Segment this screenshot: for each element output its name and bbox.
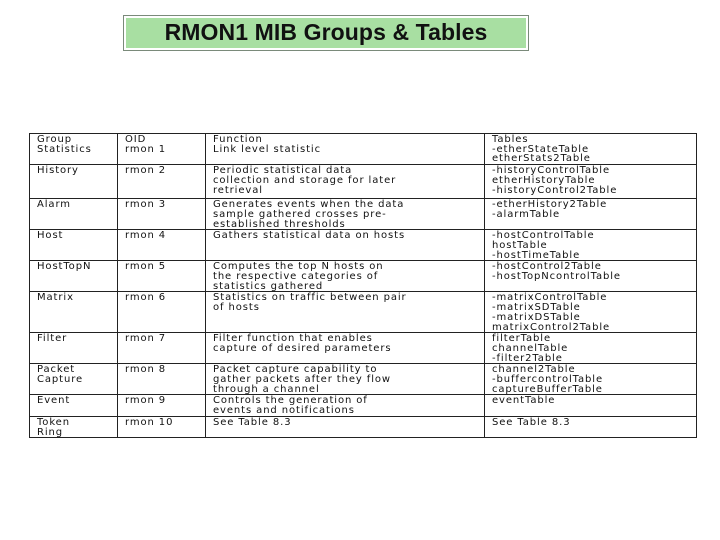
cell-function: [206, 230, 485, 261]
cell-group: [30, 230, 118, 261]
table-body: [30, 134, 697, 438]
tables-line: -matrixSDTable: [492, 302, 581, 314]
function-line: Statistics on traffic between pair: [213, 292, 407, 304]
table-row: [30, 333, 697, 364]
cell-function: [206, 261, 485, 292]
cell-group: [30, 199, 118, 230]
cell-group: [30, 416, 118, 437]
table-row: [30, 364, 697, 395]
function-line: Packet capture capability to: [213, 364, 378, 376]
cell-oid: [118, 292, 206, 333]
tables-line: -alarmTable: [492, 208, 561, 220]
tables-line: -buffercontrolTable: [492, 374, 604, 386]
slide-title: RMON1 MIB Groups & Tables: [164, 18, 488, 45]
tables-line: filterTable: [492, 333, 552, 345]
tables-line: captureBufferTable: [492, 383, 603, 395]
cell-function: [206, 292, 485, 333]
group-line: Alarm: [37, 199, 71, 211]
cell-tables: [485, 230, 697, 261]
tables-line: -hostTimeTable: [492, 249, 581, 261]
cell-function: [206, 416, 485, 437]
slide-title-box: [123, 15, 529, 51]
function-line: Computes the top N hosts on: [213, 261, 384, 273]
tables-line: -etherStateTable: [492, 143, 590, 155]
oid-line: rmon 5: [125, 261, 167, 273]
cell-group: [30, 364, 118, 395]
cell-function: [206, 165, 485, 199]
cell-tables: [485, 134, 697, 165]
tables-line: eventTable: [492, 395, 556, 407]
table-row: [30, 395, 697, 416]
table-row: [30, 199, 697, 230]
tables-line: See Table 8.3: [492, 416, 571, 428]
group-line: Group: [37, 134, 72, 145]
group-line: Event: [37, 395, 71, 407]
cell-oid: [118, 199, 206, 230]
cell-group: [30, 165, 118, 199]
cell-oid: [118, 416, 206, 437]
cell-tables: [485, 261, 697, 292]
group-line: Matrix: [37, 292, 74, 304]
cell-oid: [118, 333, 206, 364]
cell-group: [30, 292, 118, 333]
tables-line: channelTable: [492, 342, 569, 354]
cell-oid: [118, 134, 206, 165]
tables-line: -historyControl2Table: [492, 184, 618, 196]
function-line: Filter function that enables: [213, 333, 373, 345]
function-line: Link level statistic: [213, 143, 321, 155]
group-line: Host: [37, 230, 64, 242]
function-line: Generates events when the data: [213, 199, 405, 211]
tables-line: hostTable: [492, 239, 548, 251]
group-line: Filter: [37, 333, 68, 345]
group-line: HostTopN: [37, 261, 92, 273]
function-line: Gathers statistical data on hosts: [213, 230, 406, 242]
function-line: gather packets after they flow: [213, 374, 391, 386]
oid-line: rmon 6: [125, 292, 167, 304]
function-line: of hosts: [213, 302, 260, 314]
tables-line: -matrixDSTable: [492, 311, 581, 323]
oid-line: rmon 2: [125, 165, 167, 177]
tables-line: channel2Table: [492, 364, 576, 376]
tables-line: -hostControlTable: [492, 230, 595, 242]
oid-line: rmon 4: [125, 230, 167, 242]
function-line: events and notifications: [213, 405, 355, 417]
function-line: through a channel: [213, 383, 320, 395]
cell-oid: [118, 364, 206, 395]
oid-line: rmon 9: [125, 395, 167, 407]
cell-function: [206, 364, 485, 395]
cell-tables: [485, 292, 697, 333]
oid-line: rmon 7: [125, 333, 167, 345]
function-line: Function: [213, 134, 263, 145]
oid-line: rmon 3: [125, 199, 167, 211]
group-line: Ring: [37, 426, 64, 438]
table-row: [30, 165, 697, 199]
oid-line: OID: [125, 134, 147, 145]
tables-line: -matrixControlTable: [492, 292, 608, 304]
function-line: Controls the generation of: [213, 395, 368, 407]
cell-oid: [118, 395, 206, 416]
table-row: [30, 292, 697, 333]
cell-group: [30, 134, 118, 165]
table-row: [30, 134, 697, 165]
function-line: See Table 8.3: [213, 416, 292, 428]
function-line: the respective categories of: [213, 271, 379, 283]
tables-line: matrixControl2Table: [492, 321, 611, 333]
cell-tables: [485, 165, 697, 199]
function-line: established thresholds: [213, 218, 346, 230]
table-row: [30, 261, 697, 292]
group-line: Statistics: [37, 143, 92, 155]
tables-line: -etherHistory2Table: [492, 199, 608, 211]
cell-tables: [485, 395, 697, 416]
tables-line: etherHistoryTable: [492, 174, 596, 186]
rmon-groups-table: [29, 133, 697, 438]
cell-group: [30, 261, 118, 292]
cell-group: [30, 333, 118, 364]
function-line: capture of desired parameters: [213, 342, 392, 354]
group-line: Packet: [37, 364, 76, 376]
cell-tables: [485, 364, 697, 395]
group-line: Capture: [37, 374, 84, 386]
group-line: Token: [37, 416, 70, 428]
cell-tables: [485, 416, 697, 437]
cell-tables: [485, 199, 697, 230]
cell-oid: [118, 230, 206, 261]
tables-line: -filter2Table: [492, 352, 563, 364]
tables-line: -hostControl2Table: [492, 261, 602, 273]
cell-tables: [485, 333, 697, 364]
cell-function: [206, 134, 485, 165]
cell-group: [30, 395, 118, 416]
oid-line: rmon 10: [125, 416, 174, 428]
function-line: retrieval: [213, 184, 263, 196]
tables-line: Tables: [492, 134, 529, 145]
table-row: [30, 230, 697, 261]
group-line: History: [37, 165, 79, 177]
tables-line: -historyControlTable: [492, 165, 611, 177]
function-line: statistics gathered: [213, 280, 324, 292]
table-row: [30, 416, 697, 437]
cell-function: [206, 395, 485, 416]
function-line: Periodic statistical data: [213, 165, 353, 177]
cell-function: [206, 199, 485, 230]
function-line: sample gathered crosses pre-: [213, 208, 387, 220]
cell-oid: [118, 165, 206, 199]
cell-function: [206, 333, 485, 364]
tables-line: etherStats2Table: [492, 153, 591, 165]
tables-line: -hostTopNcontrolTable: [492, 271, 621, 283]
oid-line: rmon 8: [125, 364, 167, 376]
cell-oid: [118, 261, 206, 292]
oid-line: rmon 1: [125, 143, 167, 155]
function-line: collection and storage for later: [213, 174, 397, 186]
